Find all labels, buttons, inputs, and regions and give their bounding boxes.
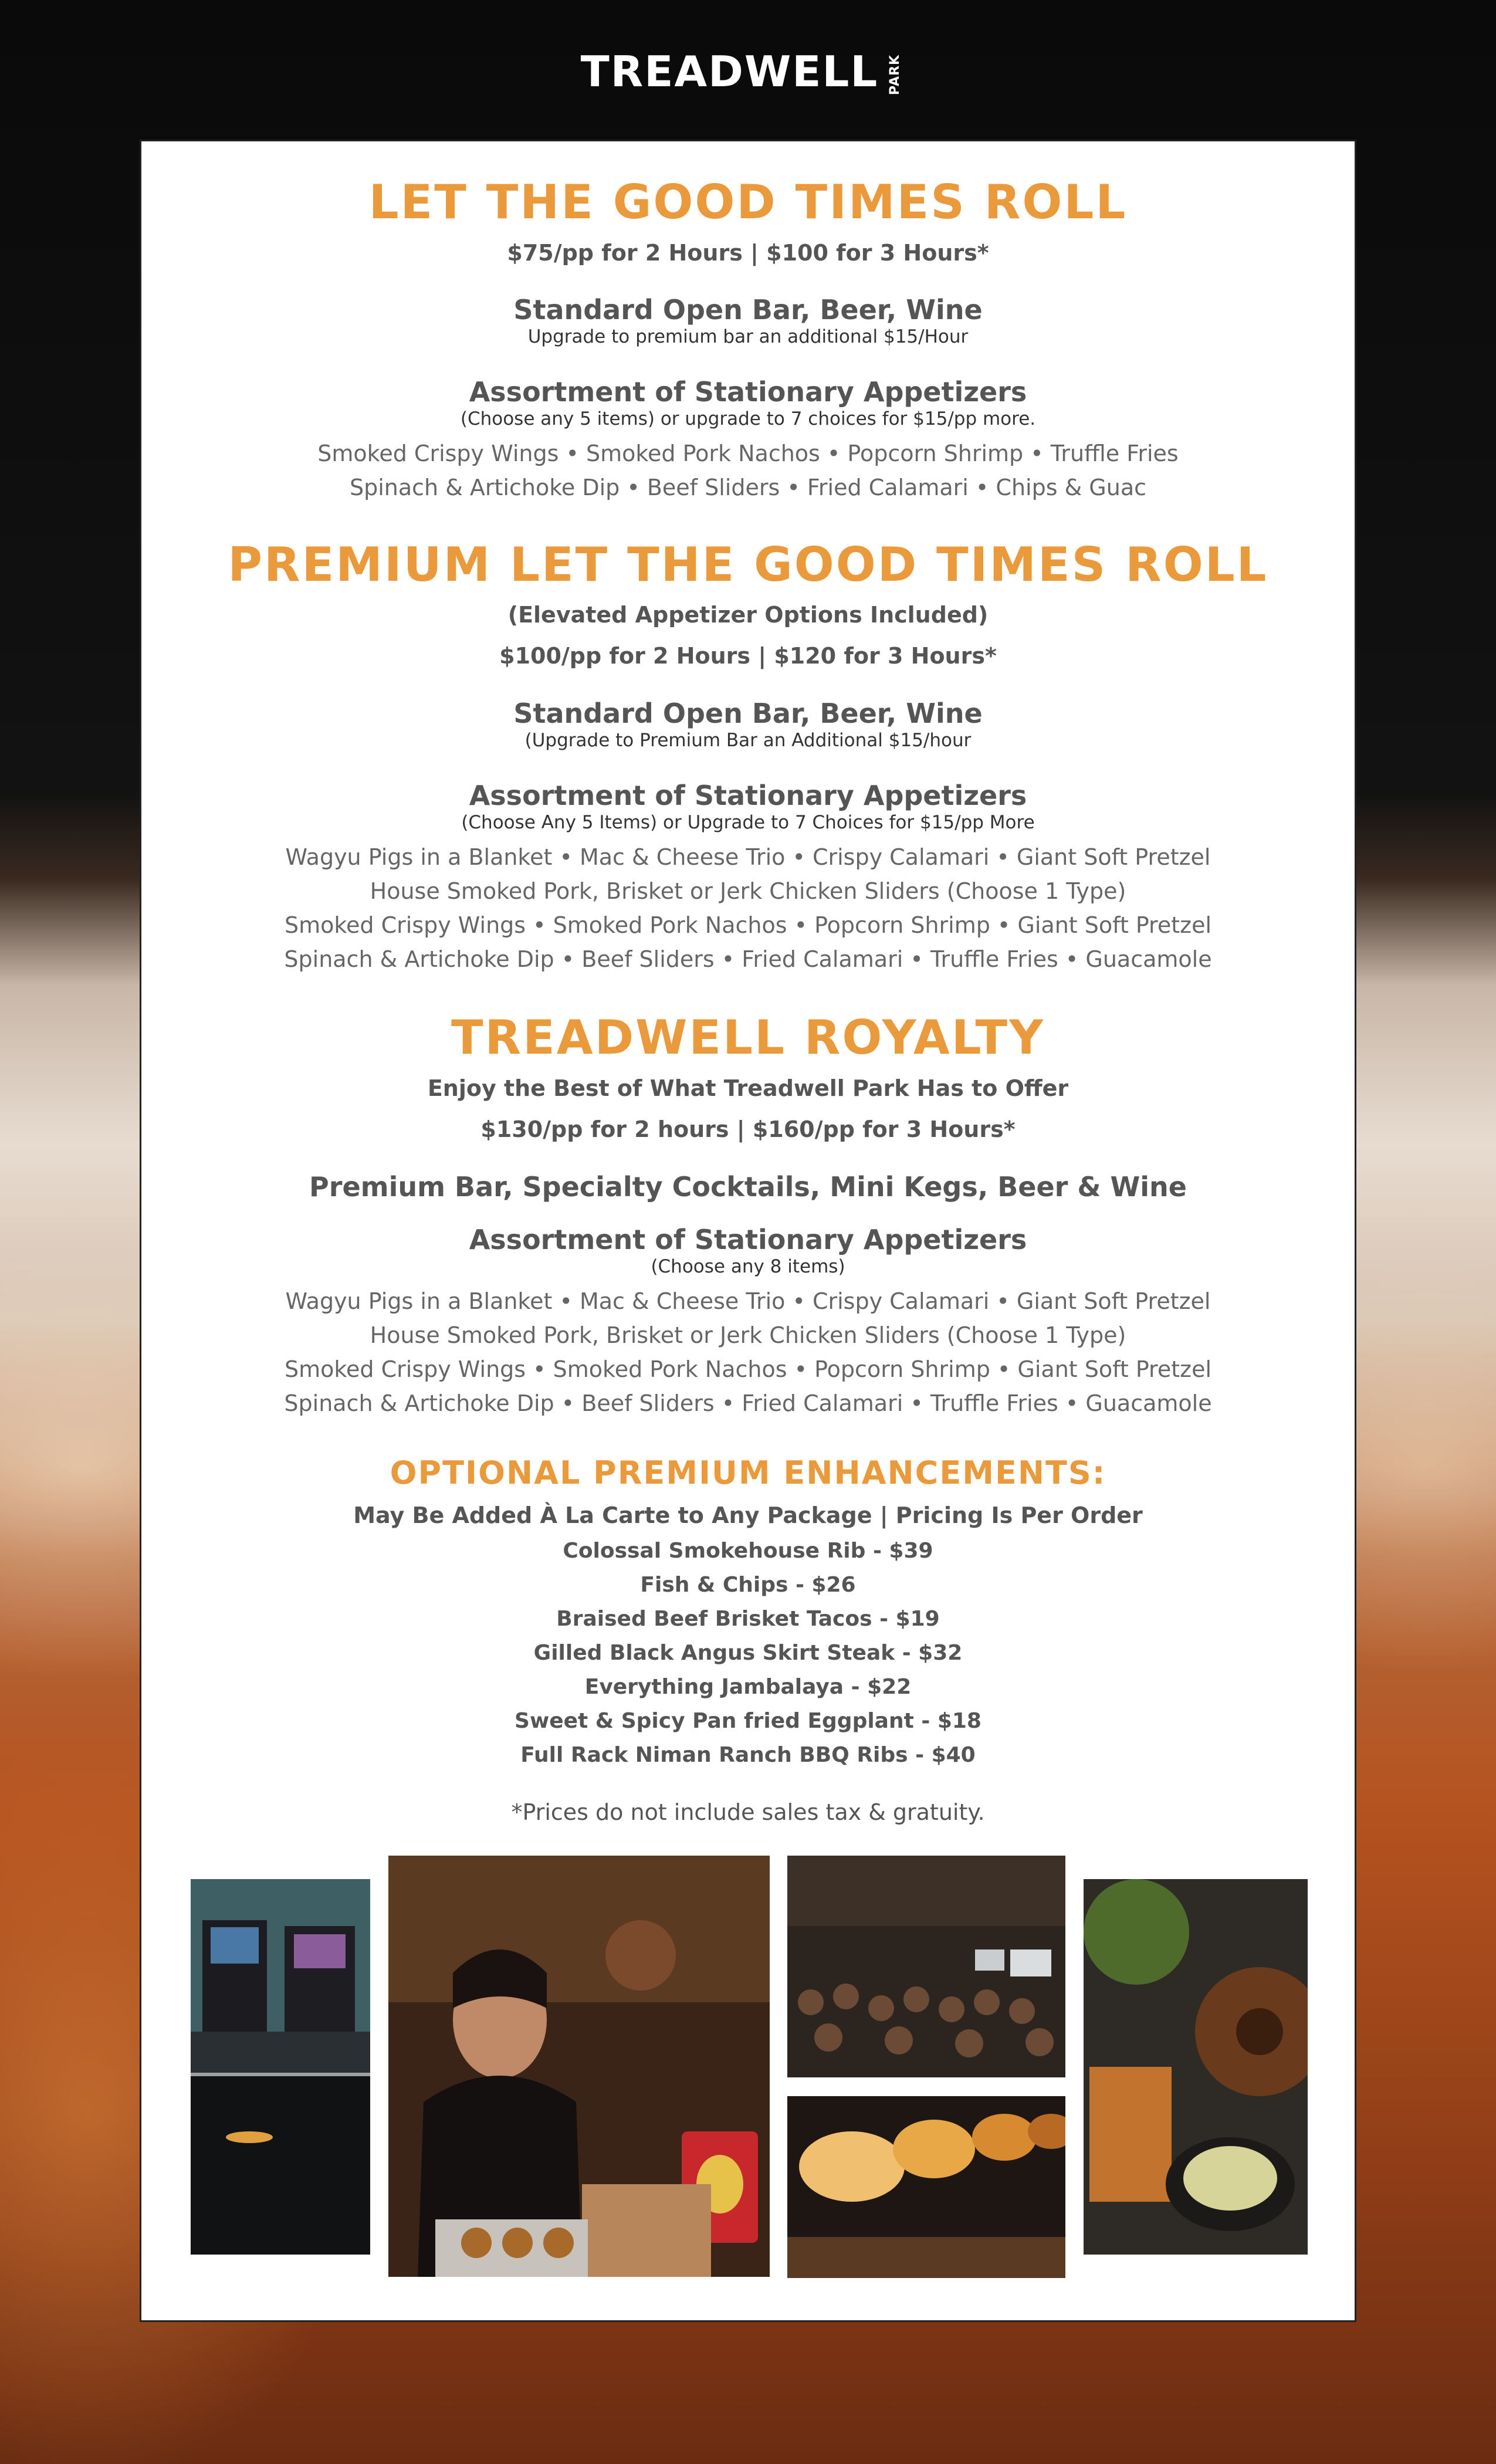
package-2-bar-note: (Upgrade to Premium Bar an Additional $15/hour	[524, 730, 972, 751]
package-2-items-line-4: Spinach & Artichoke Dip • Beef Sliders • Fried Calamari • Truffle Fries • Guacamole	[284, 946, 1212, 972]
enhancement-item-6: Sweet & Spicy Pan fried Eggplant - $18	[515, 1709, 981, 1733]
brand-name: TREADWELL	[580, 47, 879, 96]
enhancements-subtitle: May Be Added À La Carte to Any Package | Pricing Is Per Order	[353, 1502, 1143, 1528]
enhancement-item-1: Colossal Smokehouse Rib - $39	[563, 1539, 933, 1563]
package-2-items-line-2: House Smoked Pork, Brisket or Jerk Chicken Sliders (Choose 1 Type)	[370, 878, 1126, 904]
package-1-price: $75/pp for 2 Hours | $100 for 3 Hours*	[507, 240, 989, 266]
package-1-bar: Standard Open Bar, Beer, Wine	[513, 294, 983, 326]
package-3-appetizers-note: (Choose any 8 items)	[651, 1256, 845, 1277]
package-3-items-line-2: House Smoked Pork, Brisket or Jerk Chicken Sliders (Choose 1 Type)	[370, 1322, 1126, 1348]
package-2-subtitle: (Elevated Appetizer Options Included)	[507, 602, 989, 628]
package-1-appetizers-heading: Assortment of Stationary Appetizers	[469, 376, 1027, 408]
package-3-items-line-4: Spinach & Artichoke Dip • Beef Sliders • Fried Calamari • Truffle Fries • Guacamole	[284, 1390, 1212, 1416]
enhancement-item-3: Braised Beef Brisket Tacos - $19	[556, 1607, 940, 1631]
package-3-subtitle: Enjoy the Best of What Treadwell Park Has to Offer	[427, 1075, 1069, 1101]
package-2-bar: Standard Open Bar, Beer, Wine	[513, 698, 983, 729]
package-3-bar: Premium Bar, Specialty Cocktails, Mini Kegs, Beer & Wine	[309, 1171, 1187, 1203]
photo-guest-toast	[388, 1856, 770, 2277]
package-2-price: $100/pp for 2 Hours | $120 for 3 Hours*	[499, 643, 997, 669]
package-2-appetizers-heading: Assortment of Stationary Appetizers	[469, 780, 1027, 811]
package-2-appetizers-note: (Choose Any 5 Items) or Upgrade to 7 Choices for $15/pp More	[461, 812, 1035, 833]
brand-park: PARK	[888, 54, 903, 96]
menu-panel	[140, 140, 1356, 2322]
package-1-items-line-1: Smoked Crispy Wings • Smoked Pork Nachos • Popcorn Shrimp • Truffle Fries	[317, 441, 1179, 466]
enhancement-item-5: Everything Jambalaya - $22	[584, 1675, 912, 1699]
package-3-items-line-3: Smoked Crispy Wings • Smoked Pork Nachos • Popcorn Shrimp • Giant Soft Pretzel	[284, 1356, 1212, 1382]
package-3-appetizers-heading: Assortment of Stationary Appetizers	[469, 1224, 1027, 1255]
package-3-title: TREADWELL ROYALTY	[451, 1010, 1045, 1065]
package-3-items-line-1: Wagyu Pigs in a Blanket • Mac & Cheese Trio • Crispy Calamari • Giant Soft Pretzel	[285, 1288, 1211, 1314]
enhancement-item-2: Fish & Chips - $26	[640, 1573, 856, 1597]
photo-beer-flight	[787, 2096, 1065, 2278]
enhancement-item-7: Full Rack Niman Ranch BBQ Ribs - $40	[520, 1743, 976, 1767]
enhancements-title: OPTIONAL PREMIUM ENHANCEMENTS:	[390, 1454, 1106, 1491]
enhancement-item-4: Gilled Black Angus Skirt Steak - $32	[533, 1641, 963, 1665]
photo-crowd	[787, 1856, 1065, 2077]
package-1-items-line-2: Spinach & Artichoke Dip • Beef Sliders • Fried Calamari • Chips & Guac	[349, 475, 1147, 500]
brand-logo	[0, 47, 1496, 96]
photo-food	[1084, 1879, 1308, 2255]
package-1-appetizers-note: (Choose any 5 items) or upgrade to 7 choices for $15/pp more.	[460, 408, 1036, 429]
package-2-title: PREMIUM LET THE GOOD TIMES ROLL	[228, 537, 1268, 592]
package-2-items-line-1: Wagyu Pigs in a Blanket • Mac & Cheese Trio • Crispy Calamari • Giant Soft Pretzel	[285, 844, 1211, 870]
package-2-items-line-3: Smoked Crispy Wings • Smoked Pork Nachos • Popcorn Shrimp • Giant Soft Pretzel	[284, 912, 1212, 938]
package-3-price: $130/pp for 2 hours | $160/pp for 3 Hours*	[480, 1116, 1016, 1142]
photo-arcade	[191, 1879, 370, 2255]
footnote: *Prices do not include sales tax & gratuity.	[511, 1799, 985, 1825]
package-1-bar-note: Upgrade to premium bar an additional $15/Hour	[527, 326, 969, 347]
package-1-title: LET THE GOOD TIMES ROLL	[368, 175, 1128, 229]
